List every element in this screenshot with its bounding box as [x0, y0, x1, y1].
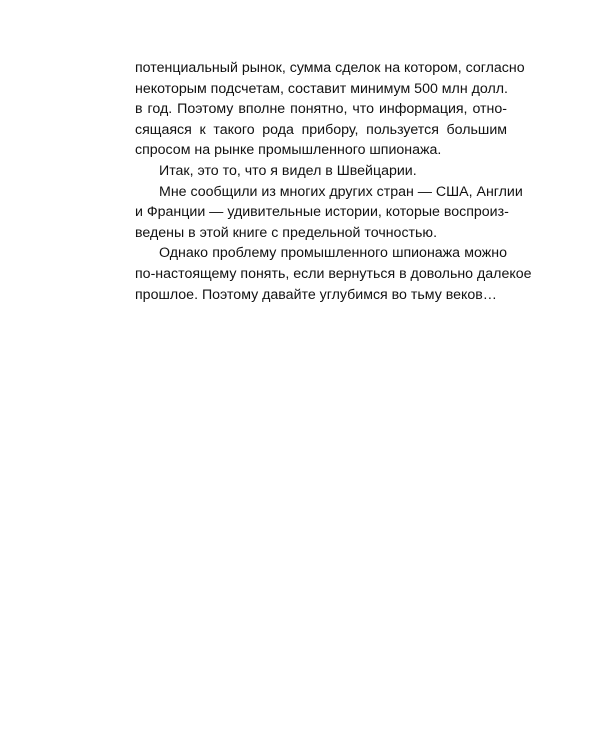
text-line: и Франции — удивительные истории, которые воспроиз-: [135, 204, 509, 221]
text-line: по-настоящему понять, если вернуться в довольно далекое: [135, 265, 532, 282]
text-line: спросом на рынке промышленного шпионажа.: [135, 142, 442, 159]
text-line: Однако проблему промышленного шпионажа можно: [159, 245, 507, 262]
text-line: Мне сообщили из многих других стран — США, Англии: [159, 183, 523, 200]
text-line: сящаяся к такого рода прибору, пользуется большим: [135, 121, 507, 138]
text-line: в год. Поэтому вполне понятно, что информация, отно-: [135, 101, 507, 118]
body-text: [135, 58, 532, 305]
text-line: Итак, это то, что я видел в Швейцарии.: [159, 162, 417, 179]
text-line: ведены в этой книге с предельной точностью.: [135, 224, 438, 241]
text-line: некоторым подсчетам, составит минимум 500 млн долл.: [135, 80, 508, 97]
text-line: прошлое. Поэтому давайте углубимся во тьму веков…: [135, 286, 497, 303]
text-line: потенциальный рынок, сумма сделок на котором, согласно: [135, 60, 525, 76]
